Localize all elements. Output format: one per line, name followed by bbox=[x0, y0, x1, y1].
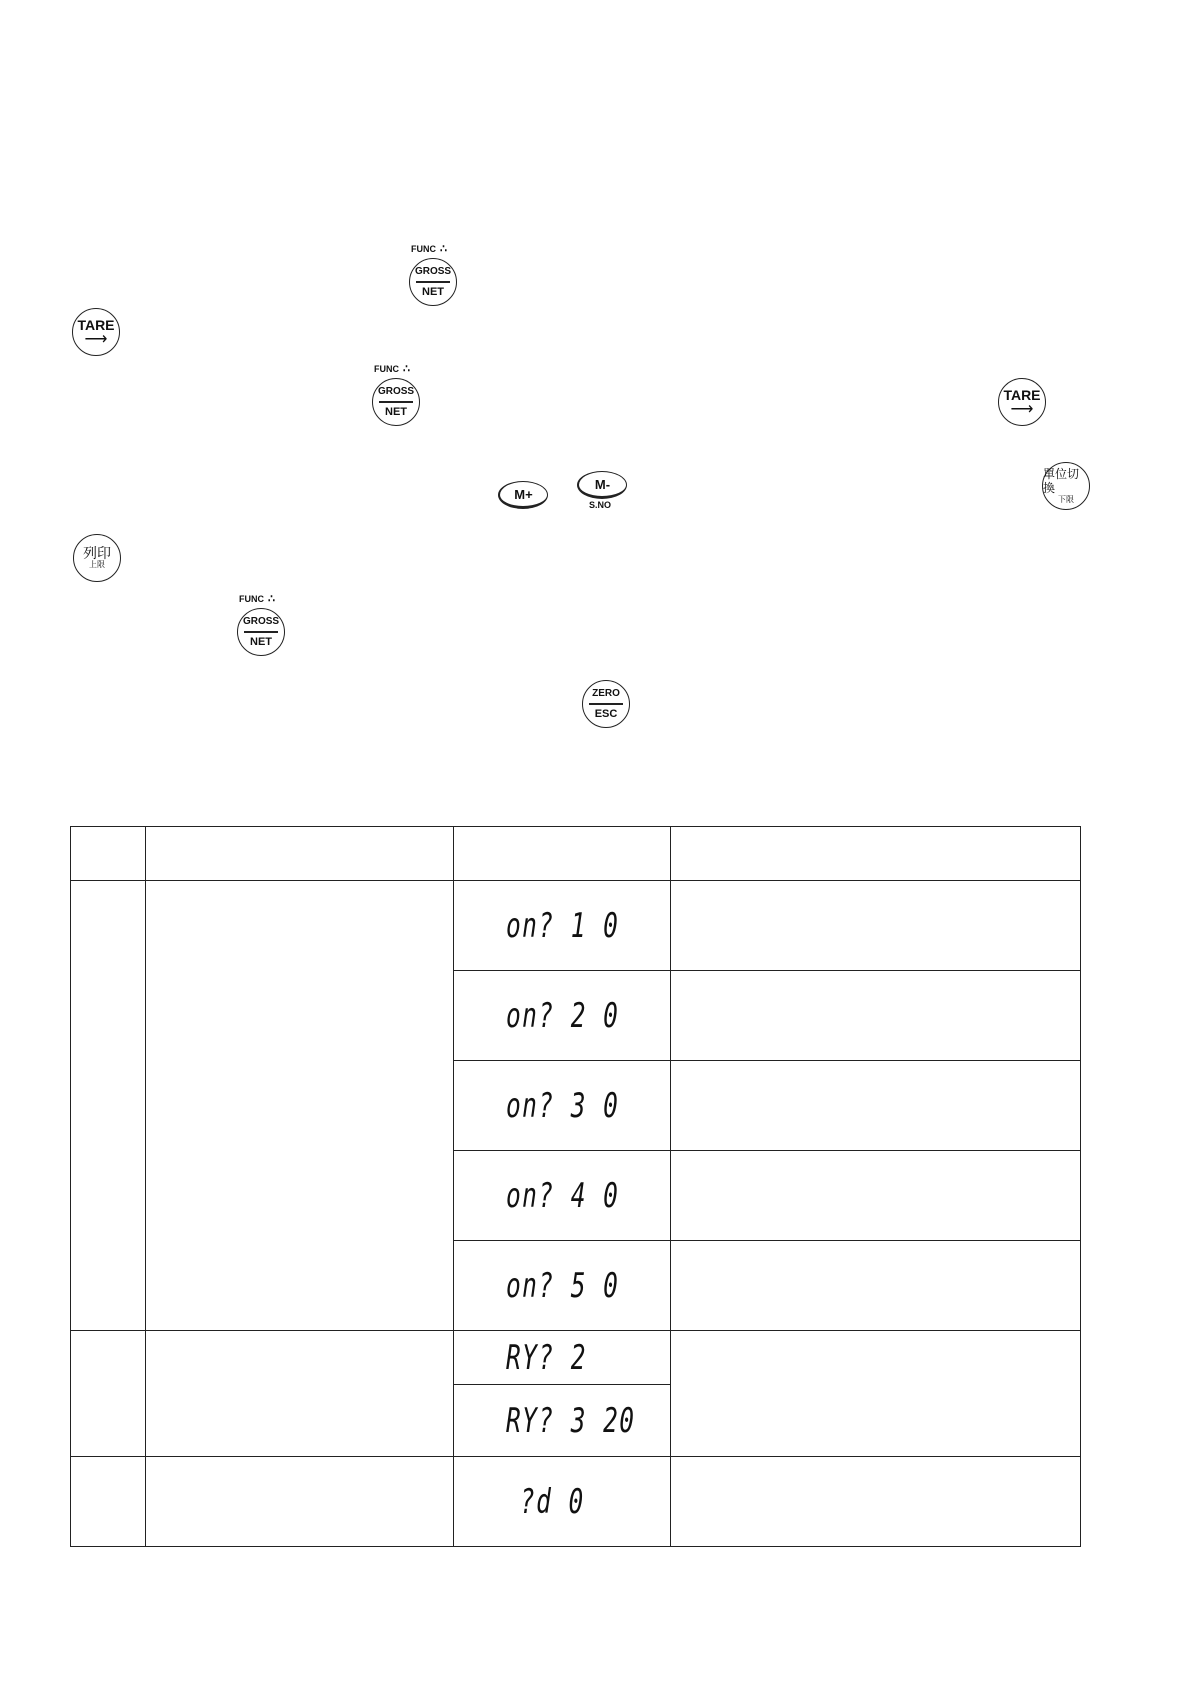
display-cell bbox=[454, 1457, 671, 1547]
print-key bbox=[73, 534, 121, 582]
display-cell bbox=[454, 1061, 671, 1151]
display-cell bbox=[454, 881, 671, 971]
table-cell bbox=[671, 881, 1081, 971]
table-cell bbox=[671, 1331, 1081, 1457]
gross-label: GROSS bbox=[242, 616, 280, 628]
net-label: NET bbox=[385, 405, 407, 418]
gross-label: GROSS bbox=[414, 266, 452, 278]
func-dots-icon: ∴ bbox=[440, 243, 446, 255]
tare-key bbox=[72, 308, 120, 356]
m-minus-key: M- bbox=[577, 471, 627, 499]
table-cell bbox=[71, 881, 146, 1331]
gross-net-key bbox=[237, 608, 285, 656]
m-plus-key: M+ bbox=[498, 481, 548, 509]
net-label: NET bbox=[422, 285, 444, 298]
lcd-display: RY? 3 20 bbox=[506, 1400, 636, 1441]
esc-label: ESC bbox=[594, 707, 618, 720]
table-cell bbox=[671, 1061, 1081, 1151]
table-cell bbox=[71, 1457, 146, 1547]
table-row bbox=[71, 1331, 1081, 1385]
tare-key bbox=[998, 378, 1046, 426]
table-cell bbox=[671, 1241, 1081, 1331]
gross-net-key bbox=[409, 258, 457, 306]
table-cell bbox=[671, 971, 1081, 1061]
print-label: 列印 bbox=[83, 545, 111, 561]
table-cell bbox=[671, 1457, 1081, 1547]
table-cell bbox=[71, 1331, 146, 1457]
table-row bbox=[71, 881, 1081, 971]
table-cell bbox=[146, 881, 454, 1331]
func-label: FUNC ∴ bbox=[239, 593, 274, 605]
unit-switch-key bbox=[1042, 462, 1090, 510]
upper-limit-label: 上限 bbox=[89, 560, 105, 569]
tare-label: TARE bbox=[77, 316, 115, 333]
table-cell bbox=[671, 1151, 1081, 1241]
net-label: NET bbox=[250, 635, 272, 648]
header-cell bbox=[146, 827, 454, 881]
arrow-right-icon: ⟶ bbox=[84, 330, 108, 348]
unit-switch-label: 單位切換 bbox=[1043, 467, 1080, 495]
func-label: FUNC ∴ bbox=[374, 363, 409, 375]
arrow-right-icon: ⟶ bbox=[1010, 400, 1034, 418]
func-dots-icon: ∴ bbox=[268, 593, 274, 605]
display-cell bbox=[454, 1385, 671, 1457]
settings-table bbox=[70, 826, 1081, 1547]
gross-label: GROSS bbox=[377, 386, 415, 398]
display-cell bbox=[454, 971, 671, 1061]
header-cell bbox=[71, 827, 146, 881]
gross-net-key bbox=[372, 378, 420, 426]
table-row bbox=[71, 1457, 1081, 1547]
lower-limit-label: 下限 bbox=[1058, 495, 1074, 504]
lcd-display: on? 4 0 bbox=[506, 1175, 620, 1216]
tare-label: TARE bbox=[1003, 386, 1041, 403]
table-cell bbox=[146, 1331, 454, 1457]
header-cell bbox=[671, 827, 1081, 881]
lcd-display: RY? 2 bbox=[506, 1337, 587, 1378]
display-cell bbox=[454, 1151, 671, 1241]
lcd-display: on? 5 0 bbox=[506, 1265, 620, 1306]
display-cell bbox=[454, 1241, 671, 1331]
func-dots-icon: ∴ bbox=[403, 363, 409, 375]
display-cell bbox=[454, 1331, 671, 1385]
table-header-row bbox=[71, 827, 1081, 881]
sno-label: S.NO bbox=[589, 500, 612, 510]
zero-label: ZERO bbox=[592, 688, 620, 700]
header-cell bbox=[454, 827, 671, 881]
zero-esc-key bbox=[582, 680, 630, 728]
lcd-display: on? 1 0 bbox=[506, 905, 620, 946]
table-cell bbox=[146, 1457, 454, 1547]
lcd-display: on? 2 0 bbox=[506, 995, 620, 1036]
lcd-display: ?d 0 bbox=[520, 1481, 585, 1522]
lcd-display: on? 3 0 bbox=[506, 1085, 620, 1126]
func-label: FUNC ∴ bbox=[411, 243, 446, 255]
